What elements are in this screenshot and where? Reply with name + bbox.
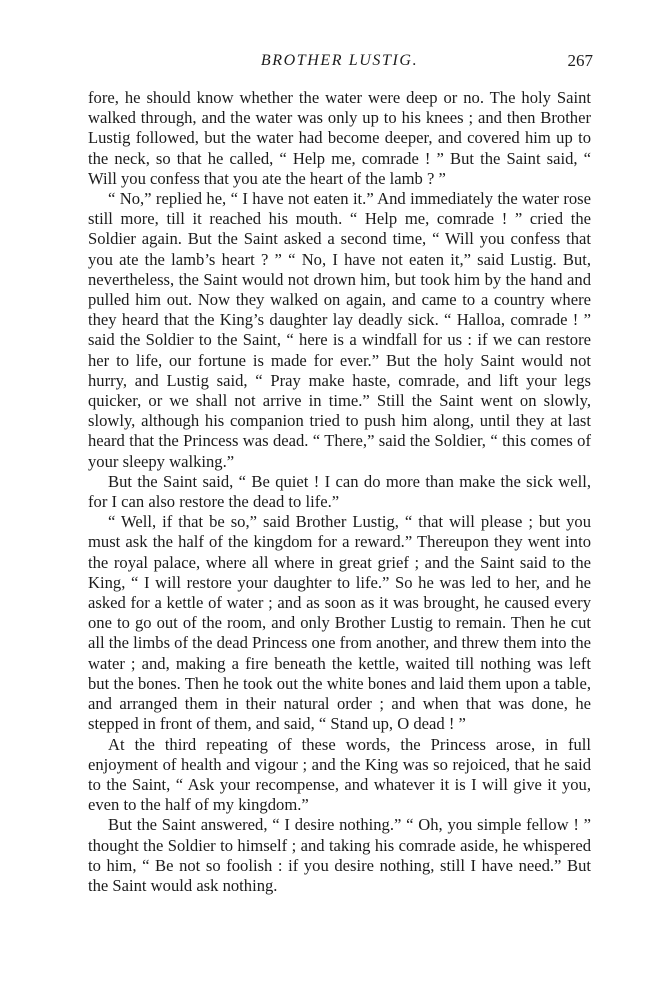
paragraph-continued: fore, he should know whether the water were deep or no. The holy Saint walked through, and the water was only up to his knees ; and then Brother Lustig followed, but the water had become deeper, and covered him up to the neck, so that he called, “ Help me, comrade ! ” But the Saint said, “ Will you confess that you ate the heart of the lamb ? ” (88, 88, 591, 188)
paragraph: But the Saint said, “ Be quiet ! I can do more than make the sick well, for I can also restore the dead to life.” (88, 471, 591, 512)
running-title: BROTHER LUSTIG. (260, 52, 419, 69)
paragraph: “ No,” replied he, “ I have not eaten it.” And immediately the water rose still more, till it reached his mouth. “ Help me, comrade ! ” cried the Soldier again. But the Saint asked a second time, “ Will you confess that you ate the lamb’s heart ? ” “ No, I have not eaten it,” said Lustig. But, nevertheless, the Saint would not drown him, but took him by the hand and pulled him out. Now they walked on again, and came to a country where they heard that the King’s daughter lay deadly sick. “ Halloa, comrade ! ” said the Soldier to the Saint, “ here is a windfall for us : if we can restore her to life, our fortune is made for ever.” But the holy Saint would not hurry, and Lustig said, “ Pray make haste, comrade, and lift your legs quicker, or we shall not arrive in time.” Still the Saint went on slowly, slowly, although his companion tried to push him along, until they at last heard that the Princess was dead. “ There,” said the Soldier, “ this comes of your sleepy walking.” (88, 189, 591, 471)
running-head (88, 52, 591, 78)
paragraph: But the Saint answered, “ I desire nothing.” “ Oh, you simple fellow ! ” thought the Soldier to himself ; and taking his comrade aside, he whispered to him, “ Be not so foolish : if you desire nothing, still I have need.” But the Saint would ask nothing. (88, 815, 591, 895)
body-text (88, 88, 591, 896)
page-number: 267 (567, 51, 593, 70)
paragraph: At the third repeating of these words, the Princess arose, in full enjoyment of health and vigour ; and the King was so rejoiced, that he said to the Saint, “ Ask your recompense, and whatever it is I will give it you, even to the half of my kingdom.” (88, 734, 591, 815)
paragraph: “ Well, if that be so,” said Brother Lustig, “ that will please ; but you must ask the half of the kingdom for a reward.” Thereupon they went into the royal palace, where all where in great grief ; and the Saint said to the King, “ I will restore your daughter to life.” So he was led to her, and he asked for a kettle of water ; and as soon as it was brought, he caused every one to go out of the room, and only Brother Lustig to remain. Then he cut all the limbs of the dead Princess one from another, and threw them into the water ; and, making a fire beneath the kettle, waited till nothing was left but the bones. Then he took out the white bones and laid them upon a table, and arranged them in their natural order ; and when that was done, he stepped in front of them, and said, “ Stand up, O dead ! ” (88, 512, 592, 734)
book-page (88, 52, 591, 896)
